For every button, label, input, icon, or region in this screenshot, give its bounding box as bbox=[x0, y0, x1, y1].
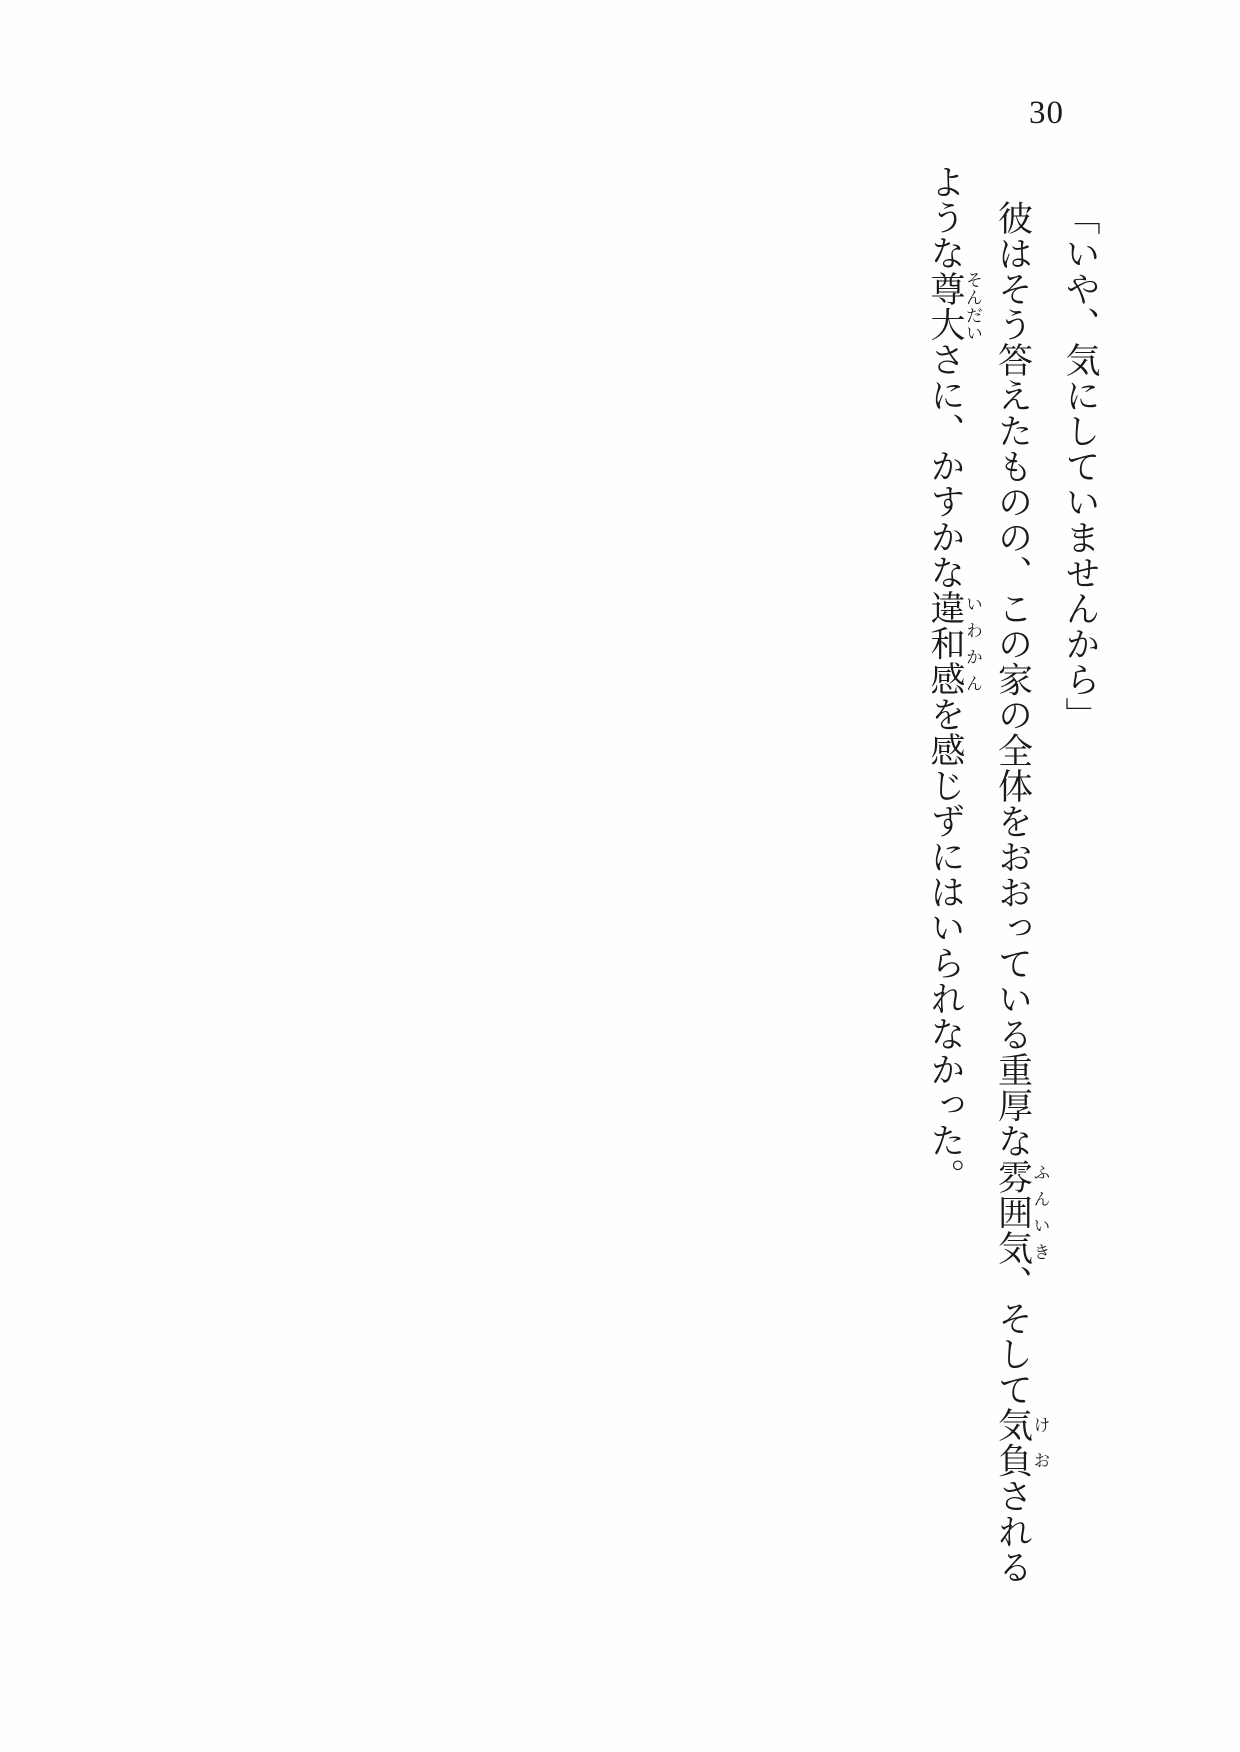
text-segment: 、そして bbox=[993, 1265, 1033, 1407]
ruby-base-text: 気負 bbox=[993, 1407, 1033, 1478]
text-segment: を感じずにはいられなかった。 bbox=[926, 696, 965, 1194]
text-segment: ような bbox=[926, 164, 965, 271]
ruby-base-text: 雰囲気 bbox=[993, 1158, 1033, 1265]
narration-line-1 bbox=[982, 164, 1050, 1634]
text-block bbox=[914, 164, 1111, 1634]
furigana-annotation: いわかん bbox=[963, 590, 982, 697]
text-segment: される bbox=[993, 1478, 1033, 1585]
ruby-word bbox=[926, 270, 982, 342]
furigana-annotation: ふんいき bbox=[1030, 1158, 1050, 1265]
ruby-word bbox=[993, 1407, 1050, 1478]
text-segment: 彼はそう答えたものの、この家の全体をおおっている重厚な bbox=[993, 200, 1033, 1159]
page-number: 30 bbox=[1029, 95, 1064, 131]
text-segment: 「いや、気にしていませんから」 bbox=[1061, 200, 1100, 733]
dialogue-line bbox=[1049, 164, 1111, 1634]
ruby-word bbox=[993, 1158, 1050, 1266]
furigana-annotation: けお bbox=[1030, 1407, 1050, 1478]
ruby-word bbox=[926, 590, 982, 697]
ruby-base-text: 違和感 bbox=[926, 590, 965, 697]
furigana-annotation: そんだい bbox=[963, 270, 982, 342]
narration-line-2 bbox=[914, 164, 982, 1634]
ruby-base-text: 尊大 bbox=[926, 270, 965, 342]
text-segment: さに、かすかな bbox=[926, 341, 965, 590]
